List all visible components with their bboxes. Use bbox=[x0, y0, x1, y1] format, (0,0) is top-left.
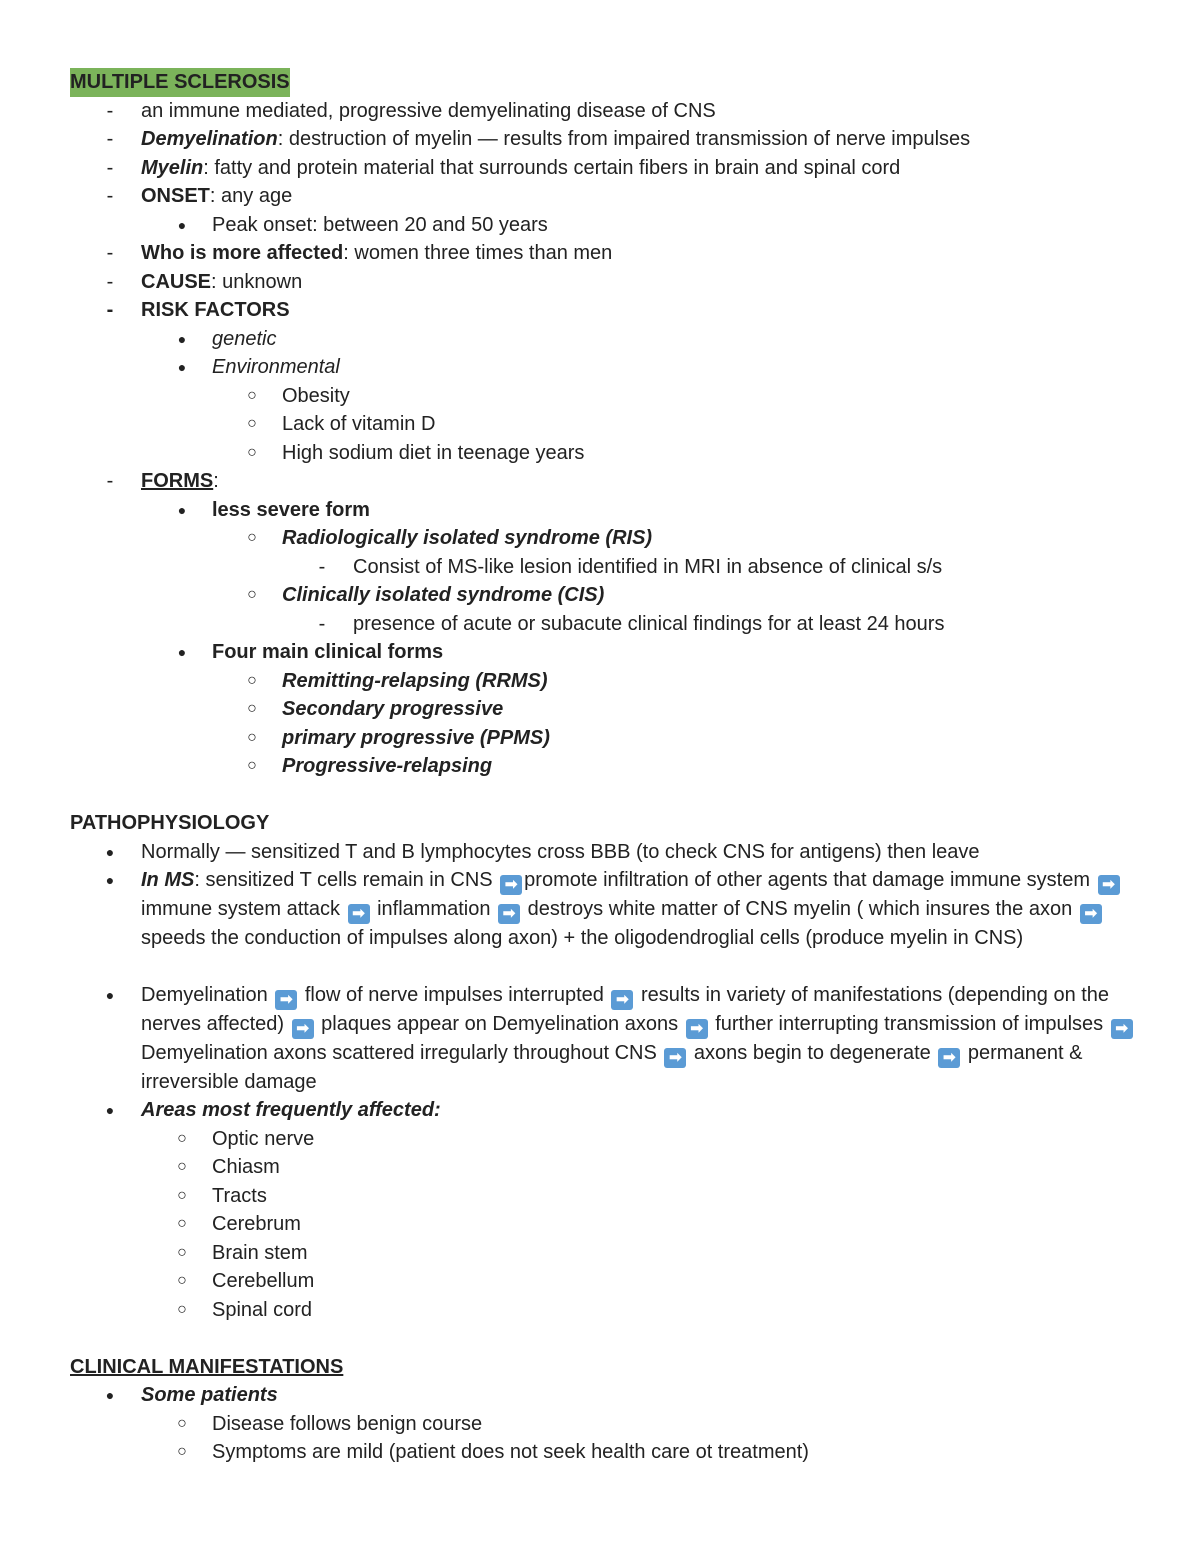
area-item: Brain stem bbox=[212, 1241, 308, 1264]
area-item: Optic nerve bbox=[212, 1127, 315, 1150]
right-arrow-icon: ➡ bbox=[1111, 1019, 1133, 1039]
title-row bbox=[70, 68, 1150, 97]
bullet-circle: ○ bbox=[247, 529, 257, 546]
list-item bbox=[70, 325, 1150, 354]
list-item bbox=[70, 410, 1150, 439]
list-item bbox=[70, 1410, 1150, 1439]
list-item bbox=[70, 268, 1150, 297]
term-cause: CAUSE bbox=[141, 270, 212, 293]
right-arrow-icon: ➡ bbox=[500, 875, 522, 895]
bullet-circle: ○ bbox=[247, 728, 257, 746]
dash-bullet: - bbox=[106, 185, 114, 207]
list-item bbox=[70, 1267, 1150, 1296]
list-item bbox=[70, 724, 1150, 753]
four-main-forms: Four main clinical forms bbox=[212, 641, 444, 663]
list-item bbox=[70, 1296, 1150, 1325]
bullet-circle: ○ bbox=[247, 386, 257, 404]
dash-bullet: - bbox=[106, 270, 114, 293]
bullet-circle: ○ bbox=[177, 1158, 187, 1175]
section-heading bbox=[70, 1353, 1150, 1382]
bullet-dot: ● bbox=[105, 1387, 115, 1403]
list-item bbox=[70, 1182, 1150, 1211]
bullet-circle: ○ bbox=[177, 1129, 187, 1147]
right-arrow-icon: ➡ bbox=[292, 1019, 314, 1039]
form-cis-desc: presence of acute or subacute clinical findings for at least 24 hours bbox=[353, 612, 945, 635]
bullet-dot: ● bbox=[177, 644, 187, 660]
dash-bullet: - bbox=[318, 555, 326, 578]
section-heading bbox=[70, 809, 1150, 838]
list-item bbox=[70, 1125, 1150, 1154]
form-ris-desc: Consist of MS-like lesion identified in MRI in absence of clinical s/s bbox=[353, 555, 943, 578]
bullet-dot: ● bbox=[105, 872, 115, 888]
bullet-circle: ○ bbox=[177, 1443, 187, 1460]
list-item bbox=[70, 467, 1150, 496]
list-item bbox=[70, 439, 1150, 468]
list-item bbox=[70, 695, 1150, 724]
list-item bbox=[70, 981, 1150, 1096]
areas-label: Areas most frequently affected: bbox=[141, 1099, 441, 1121]
right-arrow-icon: ➡ bbox=[938, 1048, 960, 1068]
list-item bbox=[70, 752, 1150, 781]
list-item bbox=[70, 239, 1150, 268]
patho-demyelination-paragraph: Demyelination ➡ flow of nerve impulses interrupted ➡ results in variety of manifestations (depending on the nerves affected) ➡ plaques appear on Demyelination axons ➡ further interrupting transmission of impulses ➡ Demyelination axons scattered irregularly throughout CNS ➡ axons begin to degenerate ➡ permanent & irreversible damage bbox=[141, 981, 1150, 1097]
list-item bbox=[70, 838, 1150, 867]
bullet-dot: ● bbox=[105, 987, 115, 1003]
list-item bbox=[70, 211, 1150, 240]
patho-heading: PATHOPHYSIOLOGY bbox=[70, 812, 270, 834]
clinical-item: Symptoms are mild (patient does not seek health care ot treatment) bbox=[212, 1441, 809, 1463]
bullet-circle: ○ bbox=[247, 586, 257, 603]
list-item bbox=[70, 610, 1150, 639]
definition-text: : destruction of myelin — results from impaired transmission of nerve impulses bbox=[277, 128, 971, 150]
bullet-circle: ○ bbox=[177, 1243, 187, 1261]
area-item: Spinal cord bbox=[212, 1298, 313, 1321]
list-item bbox=[70, 97, 1150, 126]
dash-bullet: - bbox=[106, 128, 114, 150]
bullet-dot: ● bbox=[177, 330, 187, 347]
list-item bbox=[70, 1381, 1150, 1410]
risk-environmental: Environmental bbox=[212, 356, 340, 378]
bullet-circle: ○ bbox=[177, 1186, 187, 1204]
definition-text: : any age bbox=[209, 185, 293, 207]
less-severe-form: less severe form bbox=[212, 498, 370, 521]
list-item bbox=[70, 382, 1150, 411]
right-arrow-icon: ➡ bbox=[498, 904, 520, 924]
env-item: Obesity bbox=[282, 384, 350, 407]
list-item bbox=[70, 296, 1150, 325]
right-arrow-icon: ➡ bbox=[686, 1019, 708, 1039]
list-item bbox=[70, 553, 1150, 582]
dash-bullet: - bbox=[106, 470, 114, 492]
bullet-circle: ○ bbox=[177, 1300, 187, 1318]
patho-in-ms-paragraph: In MS: sensitized T cells remain in CNS ➡ promote infiltration of other agents that damage immune system ➡ immune system attack ➡ inflammation ➡ destroys white matter of CNS myelin ( which insures the axon ➡ speeds the conduction of impulses along axon) + the oligodendroglial cells (produce myelin in CNS) bbox=[141, 866, 1150, 953]
list-item bbox=[70, 638, 1150, 667]
term-who-affected: Who is more affected bbox=[141, 242, 344, 264]
list-item bbox=[70, 667, 1150, 696]
list-item bbox=[70, 1438, 1150, 1467]
bullet-circle: ○ bbox=[177, 1272, 187, 1289]
definition-text: : unknown bbox=[211, 270, 303, 293]
form-cis: Clinically isolated syndrome (CIS) bbox=[282, 584, 605, 606]
bullet-dot: ● bbox=[177, 359, 187, 375]
list-item bbox=[70, 1153, 1150, 1182]
right-arrow-icon: ➡ bbox=[348, 904, 370, 924]
term-risk-factors: RISK FACTORS bbox=[141, 299, 290, 321]
dash-bullet: - bbox=[318, 612, 326, 635]
definition-text: : fatty and protein material that surrounds certain fibers in brain and spinal cord bbox=[203, 156, 901, 179]
list-item bbox=[70, 496, 1150, 525]
list-item bbox=[70, 125, 1150, 154]
main-form: primary progressive (PPMS) bbox=[282, 726, 550, 749]
bullet-circle: ○ bbox=[247, 671, 257, 689]
list-item bbox=[70, 182, 1150, 211]
dash-bullet: - bbox=[106, 99, 114, 122]
env-item: Lack of vitamin D bbox=[282, 413, 436, 435]
right-arrow-icon: ➡ bbox=[275, 990, 297, 1010]
main-form: Remitting-relapsing (RRMS) bbox=[282, 669, 548, 692]
document-title: MULTIPLE SCLEROSIS bbox=[70, 68, 290, 97]
term-in-ms: In MS bbox=[141, 869, 195, 891]
bullet-circle: ○ bbox=[177, 1215, 187, 1232]
list-item bbox=[70, 1239, 1150, 1268]
bullet-circle: ○ bbox=[247, 700, 257, 717]
main-form: Progressive-relapsing bbox=[282, 755, 493, 777]
bullet-circle: ○ bbox=[247, 757, 257, 774]
patho-normally: Normally — sensitized T and B lymphocytes cross BBB (to check CNS for antigens) then leave bbox=[141, 840, 980, 863]
bullet-dot: ● bbox=[177, 216, 187, 233]
list-item bbox=[70, 154, 1150, 183]
right-arrow-icon: ➡ bbox=[664, 1048, 686, 1068]
bullet-dot: ● bbox=[105, 843, 115, 860]
list-item bbox=[70, 353, 1150, 382]
list-item bbox=[70, 581, 1150, 610]
area-item: Chiasm bbox=[212, 1156, 280, 1178]
bullet-dot: ● bbox=[177, 501, 187, 518]
bullet-circle: ○ bbox=[177, 1414, 187, 1432]
right-arrow-icon: ➡ bbox=[1080, 904, 1102, 924]
forms-label: FORMS bbox=[141, 470, 214, 492]
form-ris: Radiologically isolated syndrome (RIS) bbox=[282, 527, 653, 549]
clinical-item: Disease follows benign course bbox=[212, 1412, 483, 1435]
list-item bbox=[70, 524, 1150, 553]
env-item: High sodium diet in teenage years bbox=[282, 441, 585, 464]
area-item: Tracts bbox=[212, 1184, 267, 1207]
dash-bullet: - bbox=[106, 242, 114, 264]
term-myelin: Myelin bbox=[141, 156, 204, 179]
term-onset: ONSET bbox=[141, 185, 210, 207]
document-page bbox=[70, 68, 1150, 1467]
definition-text: : women three times than men bbox=[343, 242, 613, 264]
area-item: Cerebellum bbox=[212, 1270, 315, 1292]
list-item bbox=[70, 1210, 1150, 1239]
right-arrow-icon: ➡ bbox=[1098, 875, 1120, 895]
area-item: Cerebrum bbox=[212, 1213, 301, 1235]
risk-genetic: genetic bbox=[212, 327, 277, 350]
list-item-text: Peak onset: between 20 and 50 years bbox=[212, 213, 548, 236]
term-demyelination: Demyelination bbox=[141, 128, 278, 150]
list-item bbox=[70, 866, 1150, 981]
bullet-circle: ○ bbox=[247, 415, 257, 432]
list-item bbox=[70, 1096, 1150, 1125]
bullet-dot: ● bbox=[105, 1102, 115, 1118]
some-patients: Some patients bbox=[141, 1384, 278, 1406]
dash-bullet: - bbox=[106, 299, 114, 321]
list-item-text: an immune mediated, progressive demyelinating disease of CNS bbox=[141, 99, 716, 122]
bullet-circle: ○ bbox=[247, 443, 257, 461]
forms-colon: : bbox=[213, 470, 219, 492]
dash-bullet: - bbox=[106, 156, 114, 179]
main-form: Secondary progressive bbox=[282, 698, 504, 720]
right-arrow-icon: ➡ bbox=[611, 990, 633, 1010]
clinical-heading: CLINICAL MANIFESTATIONS bbox=[70, 1355, 344, 1378]
